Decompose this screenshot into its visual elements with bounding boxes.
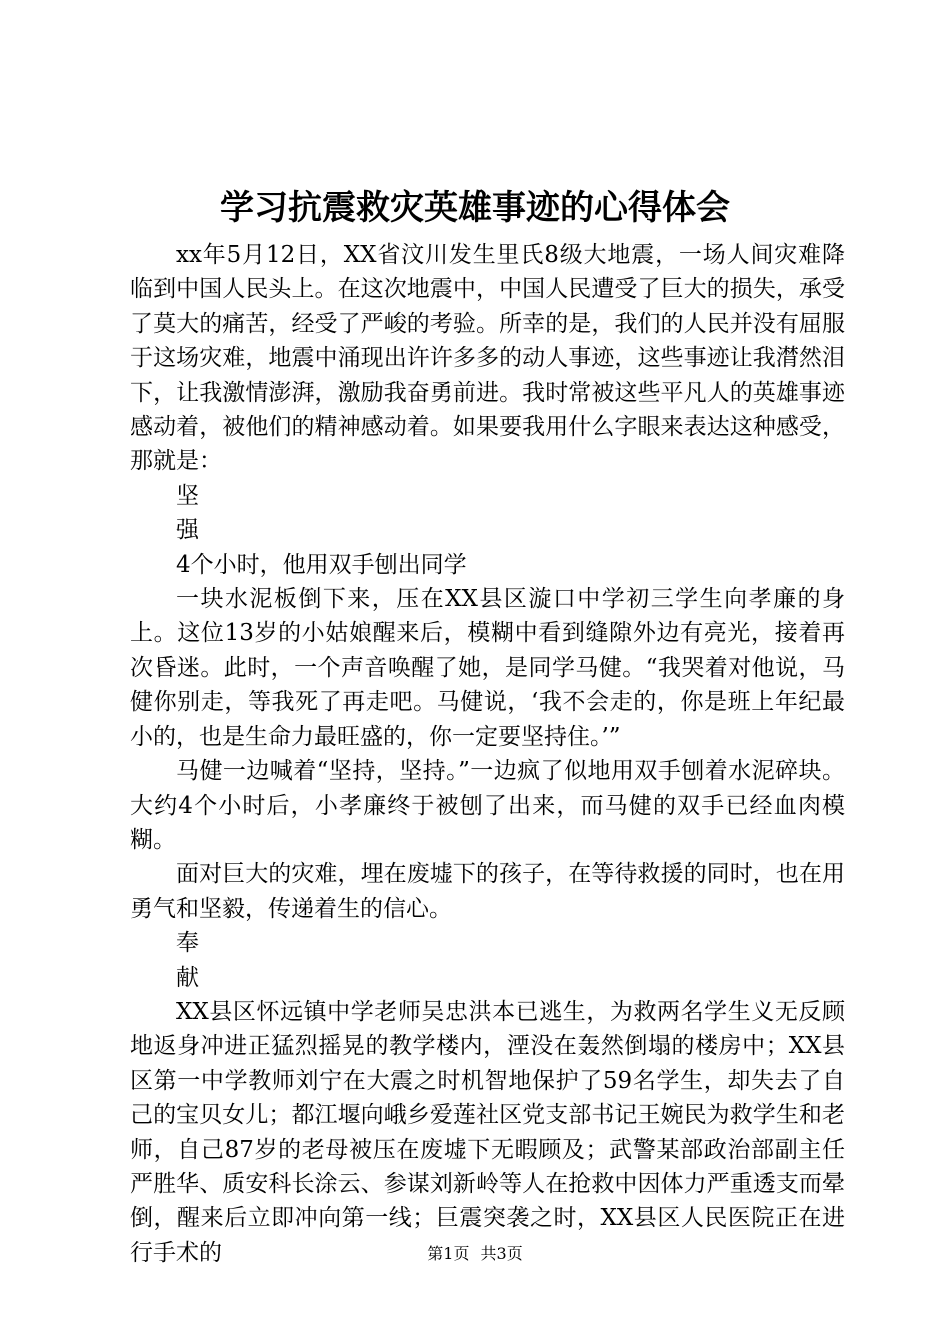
paragraph-rescue: 马健一边喊着“坚持，坚持。”一边疯了似地用双手刨着水泥碎块。大约4个小时后，小孝廉终于被刨了出来，而马健的双手已经血肉模糊。	[130, 758, 845, 853]
paragraph-heading-feng: 奉	[176, 930, 199, 957]
document-title: 学习抗震救灾英雄事迹的心得体会	[220, 188, 730, 228]
paragraph-courage: 面对巨大的灾难，埋在废墟下的孩子，在等待救援的同时，也在用勇气和坚毅，传递着生的信心。	[130, 861, 845, 922]
page-total: 共3页	[480, 1244, 523, 1263]
paragraph-heading-xian: 献	[176, 964, 199, 991]
paragraph-subheading: 4个小时，他用双手刨出同学	[176, 551, 467, 578]
paragraph-intro: xx年5月12日，XX省汶川发生里氏8级大地震，一场人间灾难降临到中国人民头上。在这次地震中，中国人民遭受了巨大的损失，承受了莫大的痛苦，经受了严峻的考验。所幸的是，我们的人民并没有屈服于这场灾难，地震中涌现出许许多多的动人事迹，这些事迹让我潸然泪下，让我激情澎湃，激励我奋勇前进。我时常被这些平凡人的英雄事迹感动着，被他们的精神感动着。如果要我用什么字眼来表达这种感受，那就是：	[130, 242, 845, 475]
paragraph-heading-jian: 坚	[176, 482, 199, 509]
paragraph-dedication: XX县区怀远镇中学老师吴忠洪本已逃生，为救两名学生义无反顾地返身冲进正猛烈摇晃的教学楼内，湮没在轰然倒塌的楼房中；XX县区第一中学教师刘宁在大震之时机智地保护了59名学生，却失去了自己的宝贝女儿；都江堰向峨乡爱莲社区党支部书记王婉民为救学生和老师，自己87岁的老母被压在废墟下无暇顾及；武警某部政治部副主任严胜华、质安科长涂云、参谋刘新岭等人在抢救中因体力严重透支而晕倒，醒来后立即冲向第一线；巨震突袭之时，XX县区人民医院正在进行手术的	[130, 998, 845, 1266]
page-number: 第1页	[427, 1244, 470, 1263]
page-footer	[0, 1243, 950, 1265]
paragraph-story: 一块水泥板倒下来，压在XX县区漩口中学初三学生向孝廉的身上。这位13岁的小姑娘醒来后，模糊中看到缝隙外边有亮光，接着再次昏迷。此时，一个声音唤醒了她，是同学马健。“我哭着对他说，马健你别走，等我死了再走吧。马健说，‘我不会走的，你是班上年纪最小的，也是生命力最旺盛的，你一定要坚持住。’”	[130, 586, 845, 750]
document-body	[130, 238, 845, 1270]
paragraph-heading-qiang: 强	[176, 517, 199, 544]
